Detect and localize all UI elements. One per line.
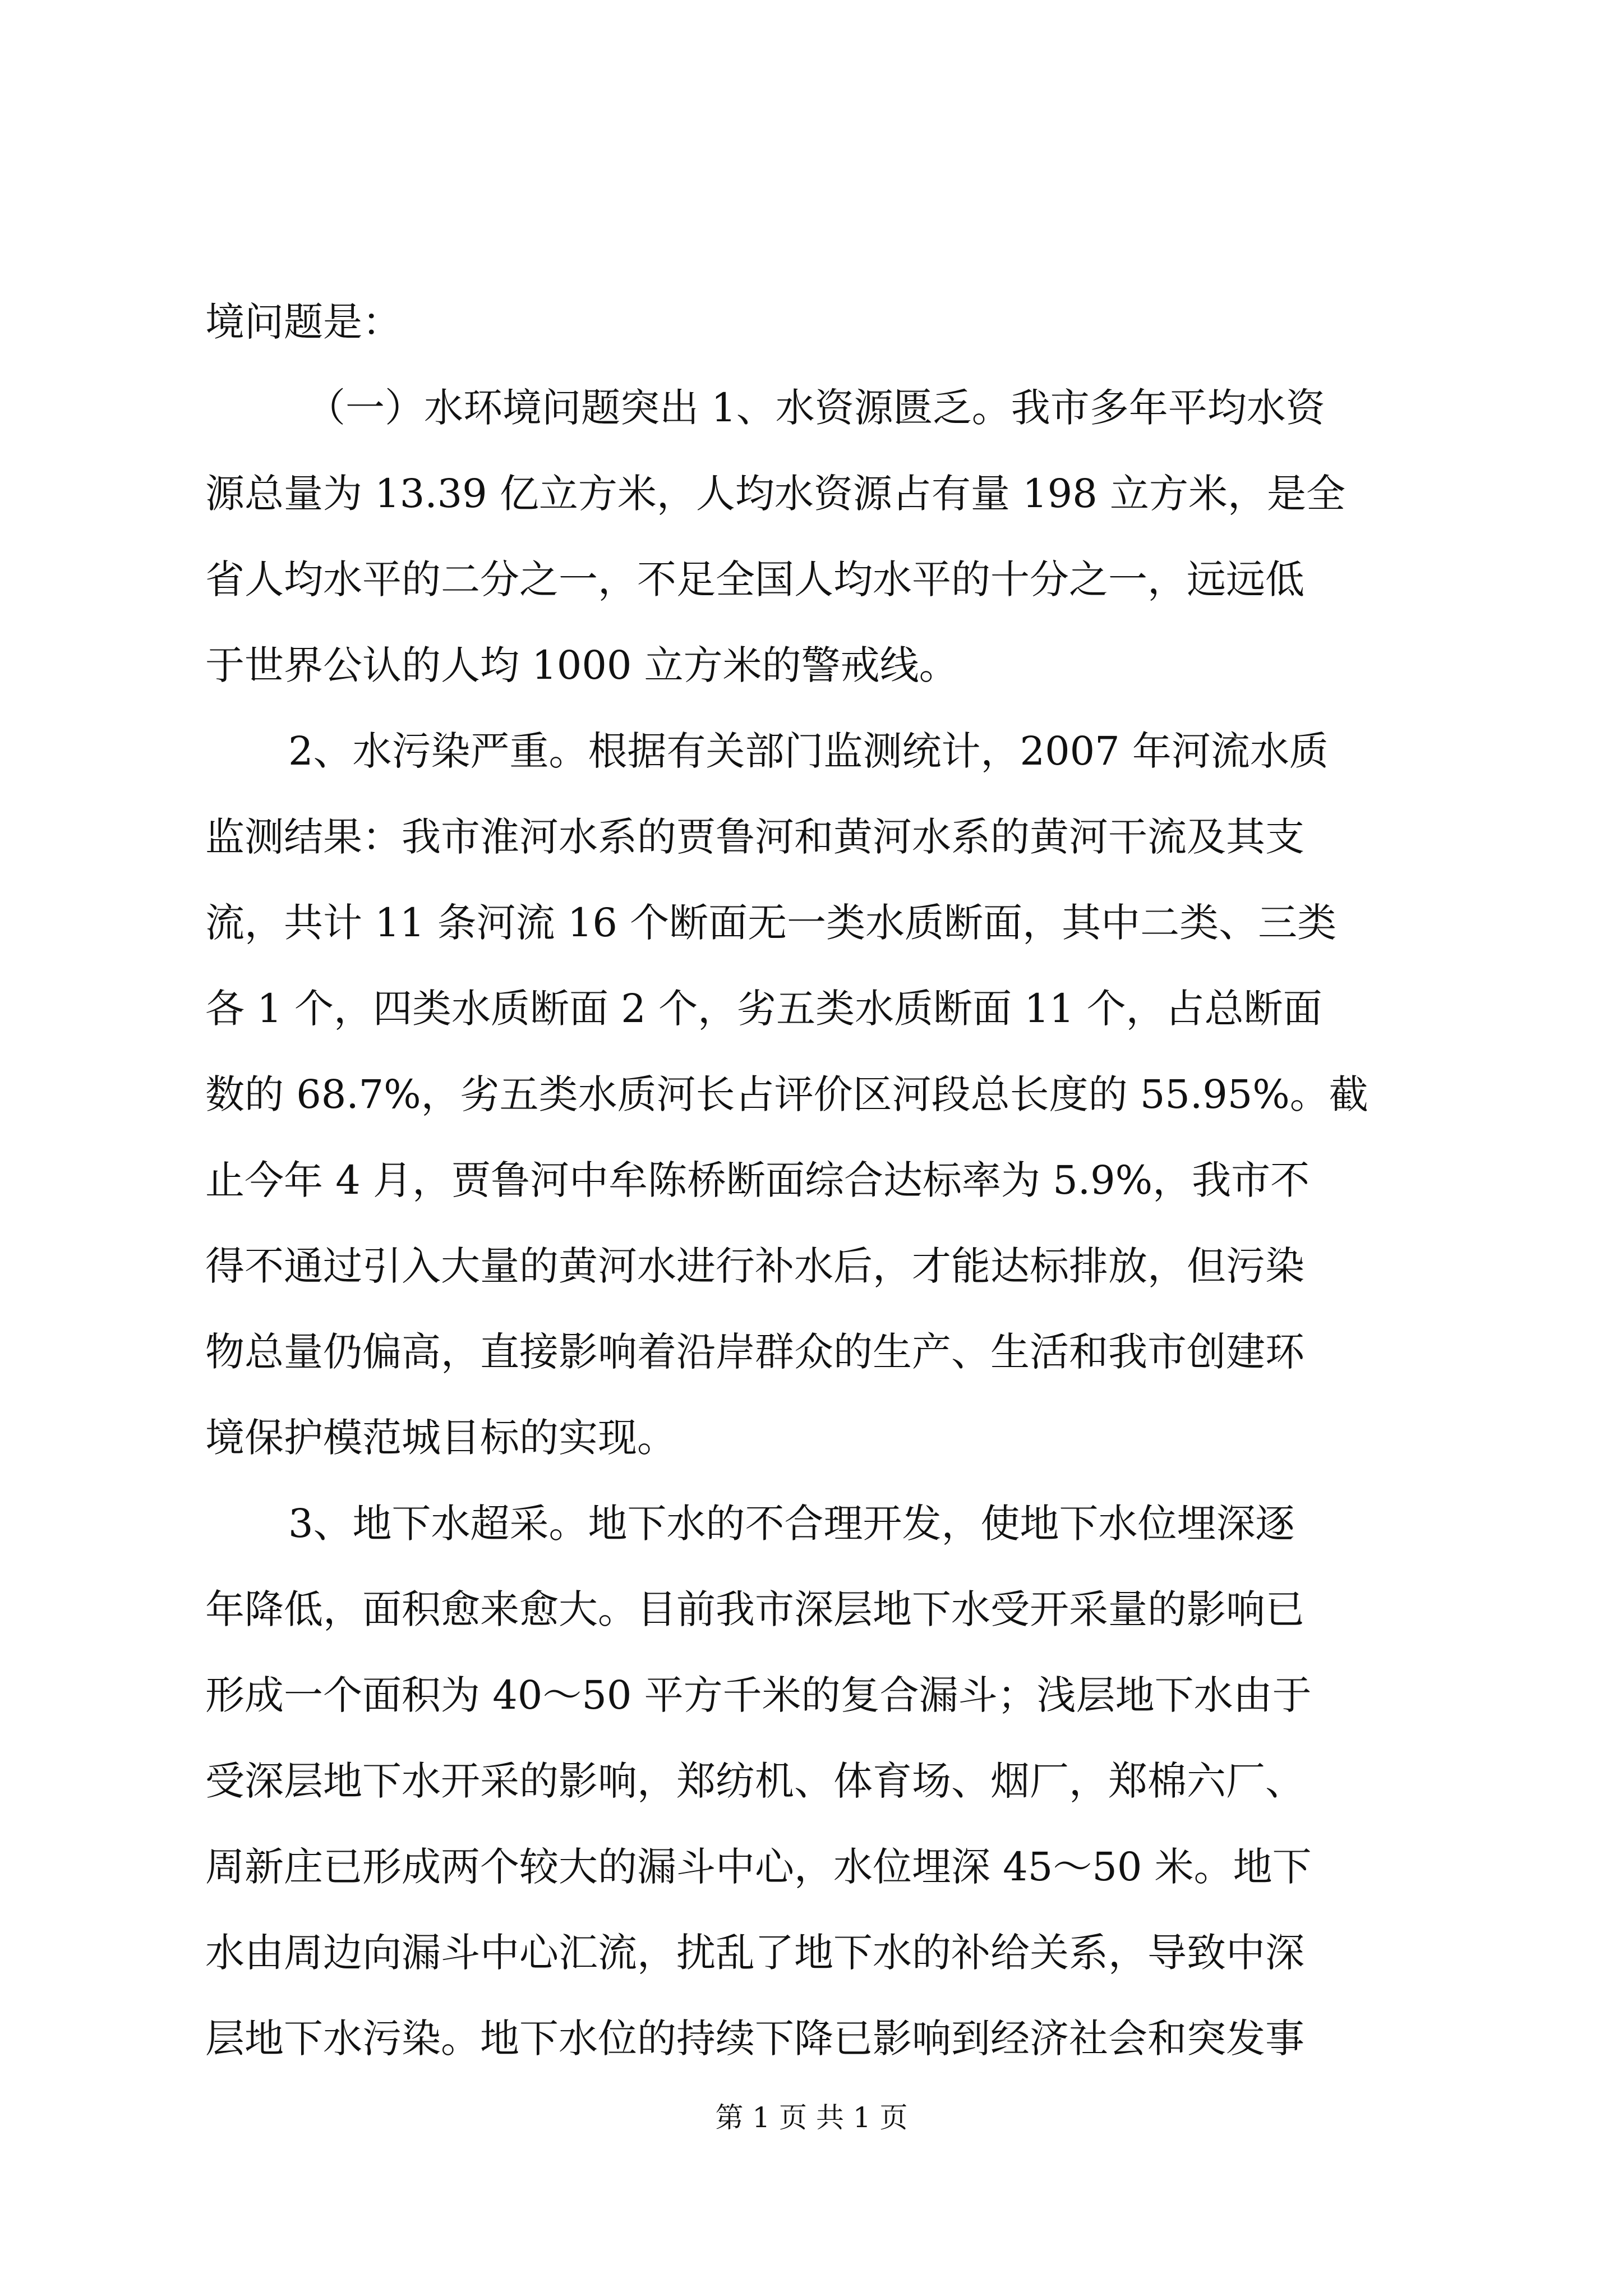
text-line-21: 层地下水污染。地下水位的持续下降已影响到经济社会和突发事	[205, 2016, 1304, 2062]
text-line-11: 止今年 4 月，贾鲁河中牟陈桥断面综合达标率为 5.9%，我市不	[205, 1157, 1310, 1203]
text-line-14: 境保护模范城目标的实现。	[205, 1415, 676, 1461]
text-line-18: 受深层地下水开采的影响，郑纺机、体育场、烟厂，郑棉六厂、	[205, 1758, 1304, 1804]
text-line-17: 形成一个面积为 40～50 平方千米的复合漏斗；浅层地下水由于	[205, 1672, 1312, 1718]
text-line-2: （一）水环境问题突出 1、水资源匮乏。我市多年平均水资	[306, 385, 1325, 431]
text-line-4: 省人均水平的二分之一，不足全国人均水平的十分之一，远远低	[205, 556, 1304, 602]
text-line-13: 物总量仍偏高，直接影响着沿岸群众的生产、生活和我市创建环	[205, 1329, 1304, 1375]
text-line-15: 3、地下水超采。地下水的不合理开发，使地下水位埋深逐	[288, 1501, 1295, 1547]
text-line-3: 源总量为 13.39 亿立方米，人均水资源占有量 198 立方米，是全	[205, 471, 1346, 517]
text-line-12: 得不通过引入大量的黄河水进行补水后，才能达标排放，但污染	[205, 1243, 1304, 1289]
text-line-19: 周新庄已形成两个较大的漏斗中心，水位埋深 45～50 米。地下	[205, 1844, 1312, 1890]
text-line-16: 年降低，面积愈来愈大。目前我市深层地下水受开采量的影响已	[205, 1586, 1304, 1632]
text-line-20: 水由周边向漏斗中心汇流，扰乱了地下水的补给关系，导致中深	[205, 1930, 1304, 1976]
text-line-9: 各 1 个，四类水质断面 2 个，劣五类水质断面 11 个，占总断面	[205, 986, 1322, 1032]
text-line-7: 监测结果：我市淮河水系的贾鲁河和黄河水系的黄河干流及其支	[205, 814, 1304, 860]
text-line-5: 于世界公认的人均 1000 立方米的警戒线。	[205, 642, 958, 688]
page-number-footer: 第 1 页 共 1 页	[715, 2101, 908, 2134]
text-line-1: 境问题是：	[205, 299, 402, 345]
text-line-6: 2、水污染严重。根据有关部门监测统计，2007 年河流水质	[288, 728, 1329, 774]
text-line-8: 流，共计 11 条河流 16 个断面无一类水质断面，其中二类、三类	[205, 900, 1337, 946]
text-line-10: 数的 68.7%，劣五类水质河长占评价区河段总长度的 55.95%。截	[205, 1071, 1368, 1117]
